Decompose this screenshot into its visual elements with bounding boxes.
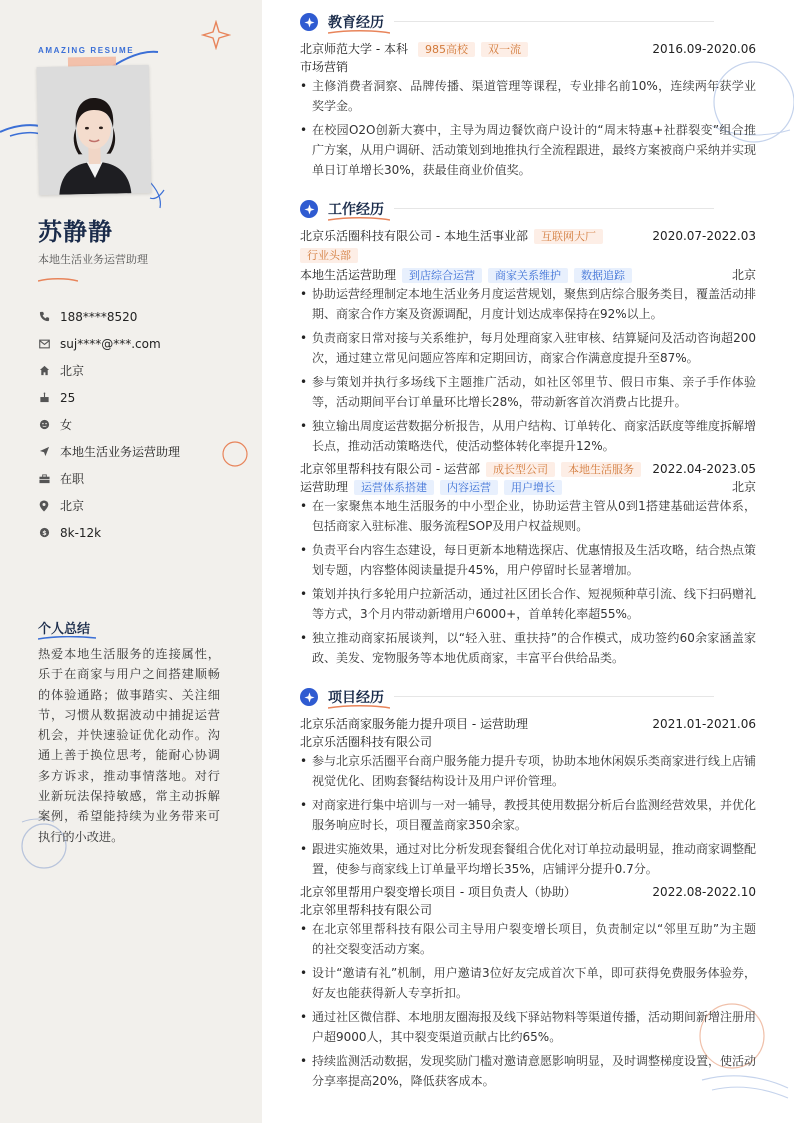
- salary-icon: [38, 527, 50, 539]
- info-salary: [38, 519, 248, 546]
- role-tag: 运营体系搭建: [354, 480, 434, 495]
- job-header-row: [300, 460, 756, 478]
- project-org: 北京乐活圈科技有限公司: [300, 735, 433, 749]
- info-location: [38, 492, 248, 519]
- candidate-title: 本地生活业务运营助理: [38, 253, 148, 266]
- list-item: • 在一家聚焦本地生活服务的中小型企业，协助运营主管从0到1搭建基础运营体系，包括商家入驻标准、服务流程SOP及用户权益规则。: [300, 496, 756, 536]
- info-target-role: [38, 438, 248, 465]
- info-age: [38, 384, 248, 411]
- summary-underline: [38, 636, 96, 640]
- phone-icon: [38, 311, 50, 323]
- list-item: • 参与策划并执行多场线下主题推广活动，如社区邻里节、假日市集、亲子手作体验等，活动期间平台订单量环比增长28%，带动新客首次消费占比提升。: [300, 372, 756, 412]
- contact-info-list: [38, 303, 248, 546]
- sparkle-icon: [201, 20, 231, 50]
- role-tag: 到店综合运营: [402, 268, 482, 283]
- info-text: suj****@***.com: [60, 336, 161, 351]
- education-major-row: [300, 58, 756, 76]
- info-text: 本地生活业务运营助理: [60, 445, 181, 459]
- section-underline: [328, 705, 390, 709]
- company-name: 北京乐活圈科技有限公司 - 本地生活事业部: [300, 229, 528, 243]
- info-text: 25: [60, 390, 76, 405]
- summary-text: 热爱本地生活服务的连接属性，乐于在商家与用户之间搭建顺畅的体验通路；做事踏实、关注细节，习惯从数据波动中捕捉运营机会，并快速验证优化动作。沟通上善于换位思考，能耐心协调多方诉求，推动事情落地。对行业新玩法保持敏感，常主动拆解案例，希望能持续为业务带来可执行的小改进。: [38, 647, 220, 844]
- location-icon: [38, 500, 50, 512]
- role-tag: 用户增长: [504, 480, 562, 495]
- section-divider: [394, 208, 714, 209]
- list-item: • 负责平台内容生态建设，每日更新本地精选探店、优惠情报及生活攻略，结合热点策划专题，内容整体阅读量提升45%，用户停留时长显著增加。: [300, 540, 756, 580]
- list-item: • 设计“邀请有礼”机制，用户邀请3位好友完成首次下单，即可获得免费服务体验券，好友也能获得新人专享折扣。: [300, 963, 756, 1003]
- list-item: • 在校园O2O创新大赛中，主导为周边餐饮商户设计的“周末特惠+社群裂变”组合推广方案，从用户调研、活动策划到地推执行全流程跟进，最终方案被商户采纳并实现单日订单增长30%，获最佳商业价值奖。: [300, 120, 756, 180]
- project-header-row: [300, 715, 756, 733]
- job-city: 北京: [731, 268, 756, 282]
- svg-text:$: $: [41, 528, 47, 537]
- company-name: 北京邻里帮科技有限公司 - 运营部: [300, 462, 480, 476]
- info-text: 北京: [60, 364, 85, 378]
- info-text: 8k-12k: [60, 525, 102, 540]
- job-dates: 2022.04-2023.05: [652, 462, 756, 476]
- summary-heading: 个人总结: [38, 622, 91, 637]
- company-tag: 成长型公司: [486, 462, 555, 477]
- mail-icon: [38, 338, 50, 350]
- sidebar: [0, 0, 262, 1123]
- list-item: • 主修消费者洞察、品牌传播、渠道管理等课程，专业排名前10%，连续两年获学业奖学金。: [300, 76, 756, 116]
- job-role-row: [300, 266, 756, 284]
- list-item: • 独立输出周度运营数据分析报告，从用户结构、订单转化、商家活跃度等维度拆解增长点，推动活动策略迭代，使活动整体转化率提升12%。: [300, 416, 756, 456]
- project-dates: 2021.01-2021.06: [652, 717, 756, 731]
- education-section-header: [300, 12, 384, 32]
- project-dates: 2022.08-2022.10: [652, 885, 756, 899]
- list-item: • 负责商家日常对接与关系维护，每月处理商家入驻审核、结算疑问及活动咨询超200次，通过建立常见问题应答库和定期回访，商家合作满意度提升至87%。: [300, 328, 756, 368]
- project-org: 北京邻里帮科技有限公司: [300, 903, 433, 917]
- info-email: [38, 330, 248, 357]
- section-title: 工作经历: [328, 202, 384, 218]
- project-org-row: [300, 901, 756, 919]
- list-item: • 对商家进行集中培训与一对一辅导，教授其使用数据分析后台监测经营效果，并优化服务响应时长，项目覆盖商家350余家。: [300, 795, 756, 835]
- briefcase-icon: [38, 473, 50, 485]
- school-tag: 双一流: [481, 42, 528, 57]
- list-item: • 在北京邻里帮科技有限公司主导用户裂变增长项目，负责制定以“邻里互助”为主题的社交裂变活动方案。: [300, 919, 756, 959]
- info-status: [38, 465, 248, 492]
- list-item: • 参与北京乐活圈平台商户服务能力提升专项，协助本地休闲娱乐类商家进行线上店铺视觉优化、团购套餐结构设计及用户评价管理。: [300, 751, 756, 791]
- list-item: • 协助运营经理制定本地生活业务月度运营规划，聚焦到店综合服务类目，覆盖活动排期、商家合作方案及资源调配，月度计划达成率保持在92%以上。: [300, 284, 756, 324]
- sparkle-badge-icon: [300, 200, 318, 218]
- section-title: 项目经历: [328, 690, 384, 706]
- send-icon: [38, 446, 50, 458]
- avatar: [37, 65, 152, 195]
- project-name: 北京邻里帮用户裂变增长项目 - 项目负责人（协助）: [300, 885, 576, 899]
- info-text: 北京: [60, 499, 85, 513]
- title-underline: [38, 278, 78, 282]
- section-underline: [328, 217, 390, 221]
- info-home: [38, 357, 248, 384]
- school-name: 北京师范大学 - 本科: [300, 42, 408, 56]
- job-city: 北京: [731, 480, 756, 494]
- section-underline: [328, 30, 390, 34]
- info-gender: [38, 411, 248, 438]
- list-item: • 持续监测活动数据，发现奖励门槛对邀请意愿影响明显，及时调整梯度设置，使活动分享率提高20%，降低获客成本。: [300, 1051, 756, 1091]
- education-dates: 2016.09-2020.06: [652, 42, 756, 56]
- job-tag-row: [300, 248, 756, 263]
- job-role-row: [300, 478, 756, 496]
- info-text: 在职: [60, 472, 85, 486]
- project-name: 北京乐活商家服务能力提升项目 - 运营助理: [300, 717, 528, 731]
- company-tag: 本地生活服务: [561, 462, 641, 477]
- candidate-name: 苏静静: [38, 218, 113, 246]
- sparkle-badge-icon: [300, 13, 318, 31]
- job-header-row: [300, 227, 756, 245]
- school-tag: 985高校: [418, 42, 475, 57]
- tagline: AMAZING RESUME: [38, 46, 135, 55]
- section-divider: [394, 21, 714, 22]
- gender-icon: [38, 419, 50, 431]
- major: 市场营销: [300, 60, 349, 74]
- work-section-header: [300, 199, 384, 219]
- education-header-row: [300, 40, 756, 58]
- cake-icon: [38, 392, 50, 404]
- section-title: 教育经历: [328, 15, 384, 31]
- list-item: • 通过社区微信群、本地朋友圈海报及线下驿站物料等渠道传播，活动期间新增注册用户超9000人，其中裂变渠道贡献占比约65%。: [300, 1007, 756, 1047]
- job-role: 本地生活运营助理: [300, 268, 397, 282]
- company-tag: 互联网大厂: [534, 229, 603, 244]
- info-phone: [38, 303, 248, 330]
- list-item: • 策划并执行多轮用户拉新活动，通过社区团长合作、短视频种草引流、线下扫码赠礼等方式，3个月内带动新增用户6000+，首单转化率超55%。: [300, 584, 756, 624]
- role-tag: 内容运营: [440, 480, 498, 495]
- list-item: • 跟进实施效果，通过对比分析发现套餐组合优化对订单拉动最明显，推动商家调整配置，使参与商家线上订单量平均增长35%，店铺评分提升0.7分。: [300, 839, 756, 879]
- list-item: • 独立推动商家拓展谈判，以“轻入驻、重扶持”的合作模式，成功签约60余家涵盖家政、美发、宠物服务等本地优质商家，丰富平台供给品类。: [300, 628, 756, 668]
- projects-section-header: [300, 687, 384, 707]
- job-role: 运营助理: [300, 480, 349, 494]
- section-divider: [394, 696, 714, 697]
- info-text: 188****8520: [60, 309, 138, 324]
- main-content: [262, 0, 794, 1123]
- company-tag: 行业头部: [300, 248, 358, 263]
- role-tag: 商家关系维护: [488, 268, 568, 283]
- info-text: 女: [60, 418, 73, 432]
- home-icon: [38, 365, 50, 377]
- job-dates: 2020.07-2022.03: [652, 229, 756, 243]
- sparkle-badge-icon: [300, 688, 318, 706]
- project-org-row: [300, 733, 756, 751]
- project-header-row: [300, 883, 756, 901]
- role-tag: 数据追踪: [574, 268, 632, 283]
